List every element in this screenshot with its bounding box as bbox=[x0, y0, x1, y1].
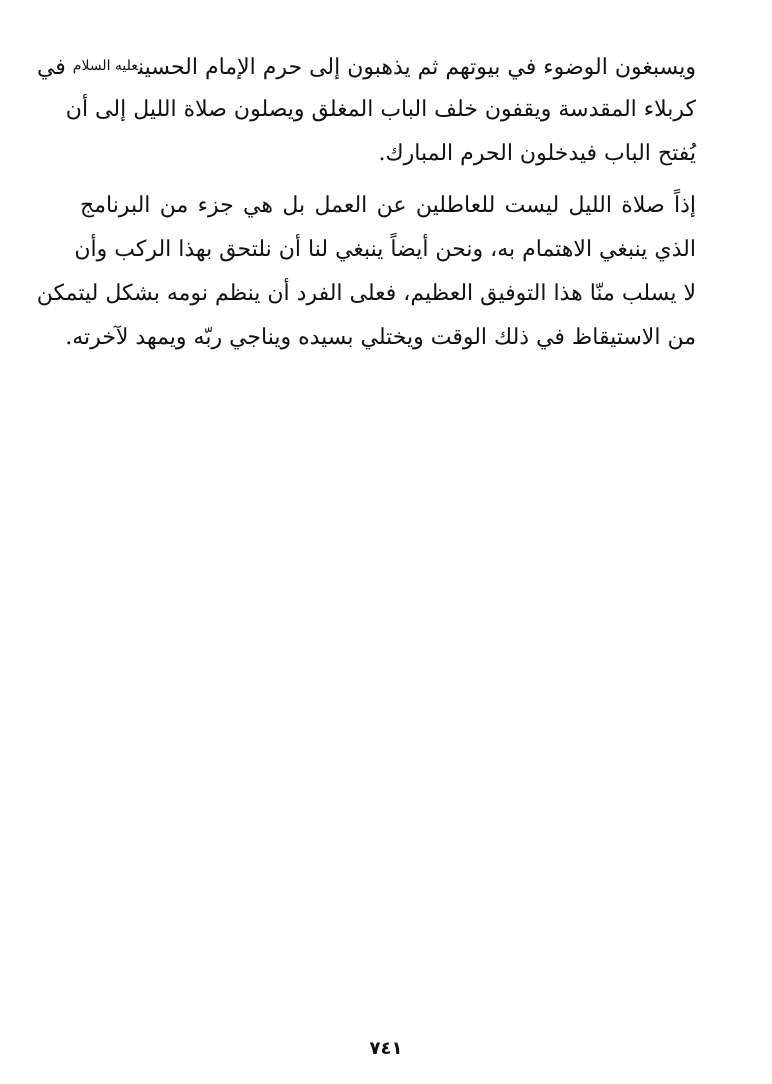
body-text bbox=[36, 44, 696, 360]
text-line: كربلاء المقدسة ويقفون خلف الباب المغلق ويصلون صلاة الليل إلى أن bbox=[65, 97, 696, 122]
text-line: ويسبغون الوضوء في بيوتهم ثم يذهبون إلى حرم الإمام الحسينعليه السلام في bbox=[36, 55, 696, 80]
honorific-mark: عليه السلام bbox=[72, 58, 139, 74]
page-number: ٧٤١ bbox=[369, 1038, 403, 1059]
text-line: لا يسلب منّا هذا التوفيق العظيم، فعلى الفرد أن ينظم نومه بشكل ليتمكن bbox=[36, 281, 696, 306]
text-line: الذي ينبغي الاهتمام به، ونحن أيضاً ينبغي لنا أن نلتحق بهذا الركب وأن bbox=[74, 237, 696, 262]
text-line: من الاستيقاظ في ذلك الوقت ويختلي بسيده ويناجي ربّه ويمهد لآخرته. bbox=[65, 325, 696, 350]
text-line: إذاً صلاة الليل ليست للعاطلين عن العمل بل هي جزء من البرنامج bbox=[80, 193, 696, 218]
paragraph-2 bbox=[36, 184, 696, 360]
text-line: يُفتح الباب فيدخلون الحرم المبارك. bbox=[378, 141, 696, 166]
paragraph-1 bbox=[36, 44, 696, 176]
